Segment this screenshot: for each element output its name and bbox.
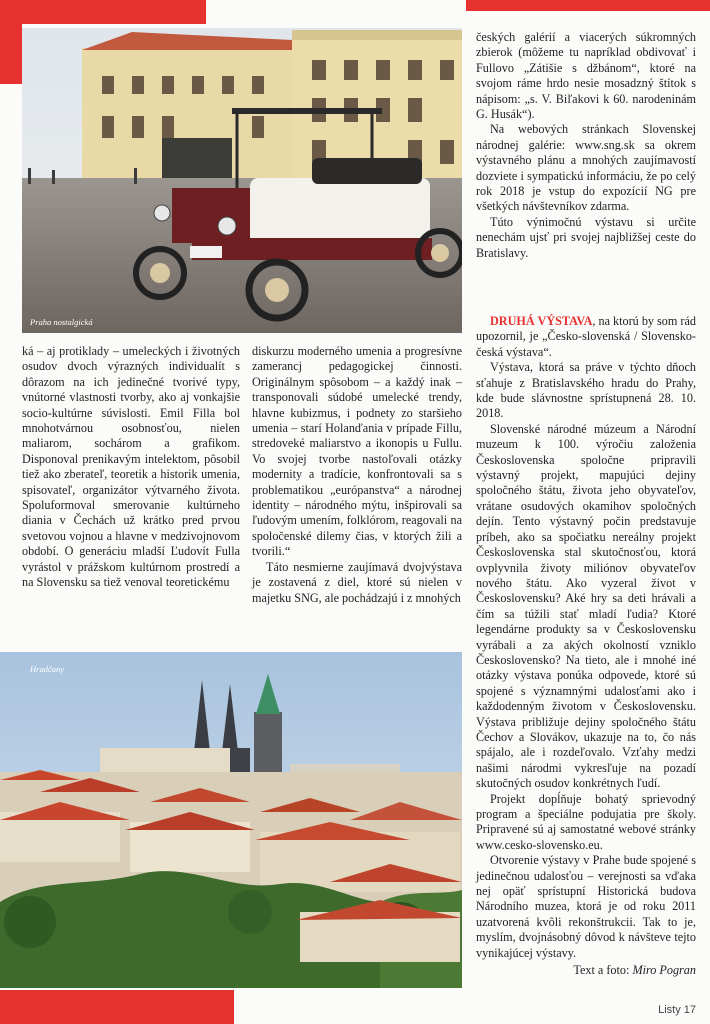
article-column-middle	[252, 344, 462, 606]
paragraph: Otvorenie výstavy v Prahe bude spojené s jedinečnou udalosťou – verejnosti sa vďaka nej opäť sprístupní Historická budova Národního muzea, ktorá je od roku 2011 uzatvorená kvôli rekonštrukcii. Tak to je, myslím, dvojnásobný dôvod k návšteve tejto vynikajúcej výstavy.	[476, 853, 696, 960]
article-column-left	[22, 344, 240, 591]
hradcany-panorama-image	[0, 652, 462, 988]
page-number: Listy 17	[658, 1004, 696, 1016]
paragraph-lead: DRUHÁ VÝSTAVA, na ktorú by som rád upozornil, je „Česko-slovenská / Slovensko-česká výstava“.	[476, 314, 696, 359]
paragraph: Slovenské národné múzeum a Národní muzeum k 100. výročiu založenia Československa spoločne pripravili výstavný projekt, mapujúci dejiny spoločného štátu, života jeho obyvateľov, vrátane osudových okamihov spoločných dejín. Tento výstavný počin predstavuje príbeh, ako sa spočiatku nereálny projekt Československa stal skutočnosťou, ktorá ovplyvnila životy miliónov obyvateľov nového štátu. Ako vyzeral život v Československu? Aké hry sa deti hrávali a čím sa túžili stať mladí ľudia? Ktoré legendárne produkty sa v Československu vyrábali a za akých okolností vzniklo Československo? Na tieto, ale i mnohé iné otázky výstava ponúka odpovede, ktoré sú spojené s významnými udalosťami ako i každodenným životom v Československu. Výstava približuje dejiny spoločného štátu Čechov a Slovákov, ukazuje na to, čo nás spájalo, ale i rozdeľovalo. Vzťahy medzi našimi národmi vykresľuje na pozadí skutočných osudov konkrétnych ľudí.	[476, 421, 696, 791]
paragraph: Projekt dopĺňuje bohatý sprievodný program a špeciálne podujatia pre školy. Pripravené sú aj samostatné webové stránky www.cesko-slovensko.eu.	[476, 791, 696, 852]
red-bar-left-edge	[0, 0, 22, 84]
photo-caption-hradcany: Hradčany	[30, 664, 64, 674]
article-column-right-bottom	[476, 314, 696, 978]
red-bar-top-left	[0, 0, 206, 24]
paragraph: Táto nesmierne zaujímavá dvojvýstava je zostavená z diel, ktoré sú nielen v majetku SNG, ale pochádzajú i z mnohých	[252, 559, 462, 605]
photo-credit: Text a foto: Miro Pogran	[573, 963, 696, 978]
paragraph: ká – aj protiklady – umeleckých i životných osudov dvoch výrazných individualít s dôrazom na ich jedinečné tvorivé typy, vnútorné vlastnosti tvorby, ako aj vonkajšie socio-kultúrne súvislosti. Emil Filla bol mnohotvárnou osobnosťou, nielen maliarom, sochárom a grafikom. Disponoval prenikavým intelektom, pôsobil tiež ako zberateľ, teoretik a historik umenia, spisovateľ, organizátor výtvarného života. Spoluformoval smerovanie kultúrneho diania v Čechách už krátko pred prvou svetovou vojnou a hlavne v medzivojnovom období. O generáciu mladší Ľudovít Fulla vyrástol v prážskom kultúrnom prostredí a na Slovensku sa tiež venoval teoretickému	[22, 344, 240, 590]
article-column-right-top	[476, 30, 696, 261]
paragraph: Na webových stránkach Slovenskej národnej galérie: www.sng.sk sa okrem výstavného plánu a mnohých zaujímavostí dozviete i sympatickú informáciu, že po celý rok 2018 je vstup do expozícií NG pre všetkých návštevníkov zdarma.	[476, 122, 696, 214]
vintage-car-image	[22, 28, 462, 333]
photo-hradcany	[0, 652, 462, 988]
section-lead-heading: DRUHÁ VÝSTAVA	[490, 314, 593, 328]
photo-caption-praha: Praha nostalgická	[30, 317, 93, 327]
paragraph: Výstava, ktorá sa práve v týchto dňoch sťahuje z Bratislavského hradu do Prahy, kde bude slávnostne sprístupnená 28. 10. 2018.	[476, 360, 696, 421]
paragraph: Túto výnimočnú výstavu si určite nenechám ujsť pri svojej najbližšej ceste do Bratislavy.	[476, 214, 696, 260]
photo-praha-car	[22, 28, 462, 333]
paragraph: českých galérií a viacerých súkromných zbierok (môžeme tu napríklad obdivovať i Fullovo „Zátišie s džbánom“, ktoré na svojom ráme hrdo nesie mosadzný štítok s nápisom: „s. V. Biľakovi k 60. narodeninám G. Husák“).	[476, 30, 696, 122]
red-bar-top-right	[466, 0, 710, 11]
red-bar-bottom	[0, 990, 234, 1024]
paragraph: diskurzu moderného umenia a progresívne zamerancj pedagogickej činnosti. Originálnym spôsobom – a každý inak – transponovali súdobé umelecké trendy, hlavne kubizmus, i podnety zo staršieho umenia – starí Holanďania v prípade Fillu, stredoveké maliarstvo a ikonopis u Fullu. Vo svojej tvorbe nastoľovali otázky modernity a tradície, konfrontovali sa s problematikou „európanstva“ a národnej identity – národného mýtu, inšpirovali sa ľudovým umením, folklórom, reagovali na spoločenské dilemy čias, v ktorých žili a tvorili.“	[252, 344, 462, 559]
